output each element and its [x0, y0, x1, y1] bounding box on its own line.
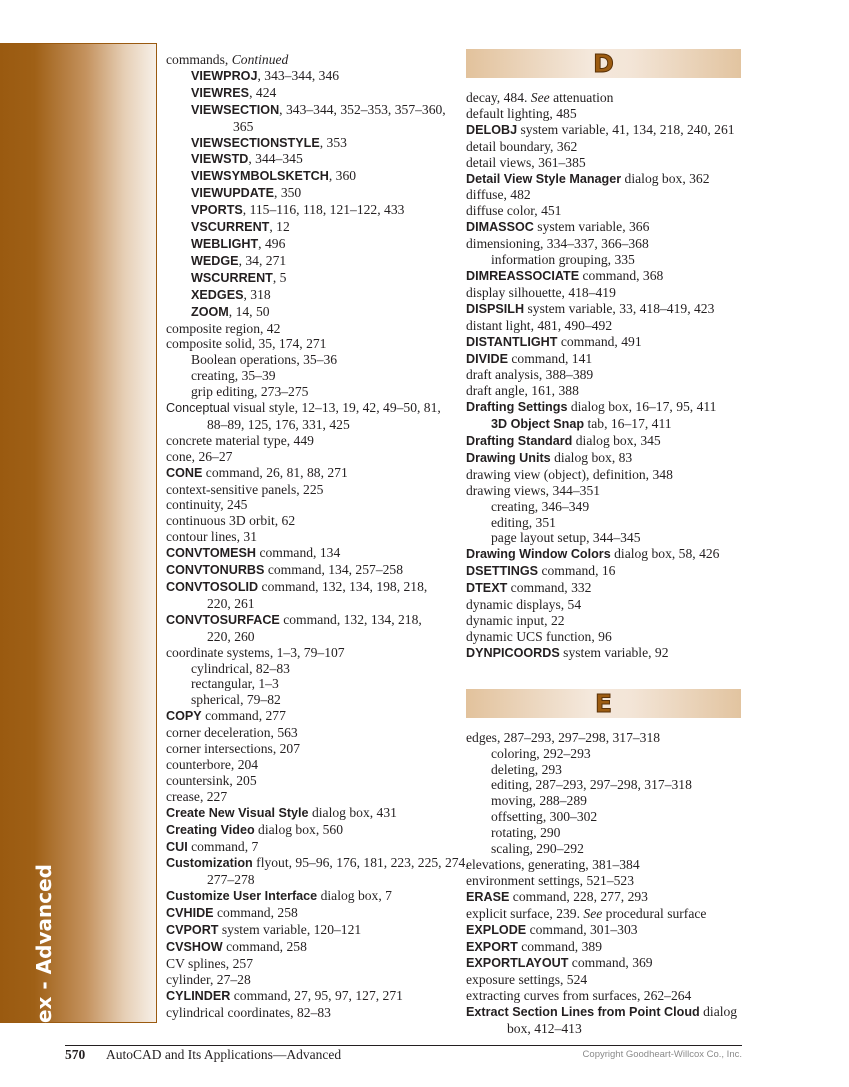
- index-text: exposure settings, 524: [466, 972, 588, 988]
- index-term-command: CYLINDER: [166, 988, 231, 1003]
- footer-page-number: 570: [65, 1047, 86, 1062]
- index-text: extracting curves from surfaces, 262–264: [466, 988, 692, 1004]
- index-entry: [466, 645, 756, 662]
- index-text: , 12: [269, 219, 290, 235]
- index-term-command: CONVTOSURFACE: [166, 612, 280, 627]
- index-text: command, 134: [256, 545, 341, 561]
- index-entry: [466, 268, 756, 285]
- index-entry: [466, 873, 756, 889]
- index-text: dialog box, 16–17, 95, 411: [567, 399, 717, 415]
- index-text: command, 258: [213, 905, 298, 921]
- index-text: box, 412–413: [507, 1021, 582, 1037]
- index-text: attenuation: [549, 90, 614, 105]
- index-term-command: DIMREASSOCIATE: [466, 268, 580, 283]
- index-term-command: Create New Visual Style: [166, 805, 309, 820]
- index-text: command, 27, 95, 97, 127, 271: [230, 987, 403, 1003]
- index-text: spherical, 79–82: [191, 692, 281, 708]
- index-text: command, 277: [201, 708, 286, 724]
- index-term-command: 3D Object Snap: [491, 417, 585, 432]
- index-text: command, 132, 134, 218,: [279, 611, 422, 627]
- index-text: , 115–116, 118, 121–122, 433: [242, 202, 405, 218]
- index-subentry: [166, 676, 456, 692]
- index-text: cylindrical, 82–83: [191, 660, 290, 676]
- index-text: elevations, generating, 381–384: [466, 856, 640, 872]
- index-entry: [166, 905, 456, 922]
- index-entry-continuation: [166, 596, 456, 612]
- index-term-command: EXPLODE: [466, 922, 527, 937]
- index-text: visual style, 12–13, 19, 42, 49–50, 81,: [229, 400, 441, 416]
- index-text: dialog box, 58, 426: [610, 546, 720, 562]
- index-text: 88–89, 125, 176, 331, 425: [207, 416, 350, 432]
- index-text: command, 141: [508, 350, 593, 366]
- index-entry: [466, 122, 756, 139]
- index-text: , 34, 271: [238, 252, 287, 268]
- index-entry-continuation: [166, 119, 456, 135]
- index-subentry: [166, 102, 456, 119]
- index-entry: [166, 482, 456, 498]
- index-entry: [166, 400, 456, 417]
- index-entry: [166, 449, 456, 465]
- index-entry: [466, 301, 756, 318]
- index-entry: [466, 90, 756, 106]
- index-text: context-sensitive panels, 225: [166, 481, 324, 497]
- index-entry-continuation: [166, 872, 456, 888]
- index-entry: [166, 52, 456, 68]
- index-entry: [466, 351, 756, 368]
- index-text: Boolean operations, 35–36: [191, 352, 338, 368]
- index-text: environment settings, 521–523: [466, 872, 635, 888]
- footer-rule: [65, 1045, 742, 1046]
- index-term-command: Drafting Standard: [466, 434, 573, 449]
- index-entry: [166, 497, 456, 513]
- index-entry-continuation: [466, 1021, 756, 1037]
- index-subentry: [166, 219, 456, 236]
- index-text: dialog box, 83: [550, 449, 633, 465]
- index-text: procedural surface: [602, 905, 707, 921]
- index-entry: [466, 922, 756, 939]
- index-subentry: [166, 304, 456, 321]
- index-entry: [166, 922, 456, 939]
- index-text: system variable, 33, 418–419, 423: [524, 300, 715, 316]
- index-term-command: CUI: [166, 839, 188, 854]
- index-subentry: [166, 151, 456, 168]
- index-term-command: ERASE: [466, 889, 510, 904]
- index-term-command: CONVTOMESH: [166, 546, 257, 561]
- index-entry: [166, 513, 456, 529]
- index-text: offsetting, 300–302: [491, 809, 598, 825]
- index-term-command: VIEWSECTION: [191, 102, 280, 117]
- index-text: dialog box, 560: [254, 821, 344, 837]
- index-text: information grouping, 335: [491, 252, 635, 268]
- index-text: crease, 227: [166, 788, 228, 804]
- index-term-command: CONE: [166, 465, 203, 480]
- index-entry: [166, 612, 456, 629]
- index-text: countersink, 205: [166, 772, 257, 788]
- index-text: rectangular, 1–3: [191, 676, 279, 692]
- index-term-command: EXPORT: [466, 939, 518, 954]
- index-text: edges, 287–293, 297–298, 317–318: [466, 729, 661, 745]
- index-text: decay, 484.: [466, 90, 531, 105]
- index-text: CV splines, 257: [166, 955, 253, 971]
- index-text: cone, 26–27: [166, 448, 233, 464]
- index-text: draft analysis, 388–389: [466, 367, 594, 383]
- index-subentry: [466, 515, 756, 531]
- index-text: , 353: [319, 134, 347, 150]
- index-subentry: [466, 416, 756, 433]
- index-subentry: [166, 168, 456, 185]
- index-text: dialog box, 362: [621, 170, 710, 186]
- index-text: display silhouette, 418–419: [466, 284, 616, 300]
- index-entry: [466, 467, 756, 483]
- index-term-command: COPY: [166, 709, 202, 724]
- index-subentry: [166, 85, 456, 102]
- index-text: command, 26, 81, 88, 271: [202, 464, 348, 480]
- index-subentry: [166, 68, 456, 85]
- index-entry: [466, 857, 756, 873]
- index-term-command: CVSHOW: [166, 939, 223, 954]
- index-text: editing, 351: [491, 514, 556, 530]
- index-subentry: [166, 236, 456, 253]
- index-text: 220, 260: [207, 628, 255, 644]
- index-text: , 343–344, 352–353, 357–360,: [279, 101, 446, 117]
- index-term-command: DSETTINGS: [466, 564, 539, 579]
- index-term-command: WEBLIGHT: [191, 236, 259, 251]
- index-text: dialog box, 7: [317, 888, 392, 904]
- index-text: , 343–344, 346: [257, 67, 340, 83]
- index-entry: [466, 187, 756, 203]
- index-text: command, 332: [507, 580, 592, 596]
- index-entry: [466, 563, 756, 580]
- index-entry: [466, 629, 756, 645]
- index-term-command: VPORTS: [191, 203, 243, 218]
- index-entry: [466, 988, 756, 1004]
- footer-copyright: Copyright Goodheart-Willcox Co., Inc.: [582, 1049, 742, 1060]
- index-term-command: EXPORTLAYOUT: [466, 956, 569, 971]
- index-entry: [166, 773, 456, 789]
- index-text: cylindrical coordinates, 82–83: [166, 1004, 331, 1020]
- index-entry: [466, 433, 756, 450]
- index-entry: [166, 822, 456, 839]
- index-text: grip editing, 273–275: [191, 384, 309, 400]
- index-text: system variable, 41, 134, 218, 240, 261: [517, 121, 735, 137]
- index-text: 365: [233, 118, 254, 134]
- index-text: counterbore, 204: [166, 756, 259, 772]
- index-subentry: [166, 185, 456, 202]
- index-text: command, 258: [222, 938, 307, 954]
- index-subentry: [466, 841, 756, 857]
- index-text: diffuse, 482: [466, 187, 531, 203]
- index-term-command: CONVTONURBS: [166, 563, 265, 578]
- index-entry: [466, 203, 756, 219]
- index-term-command: Detail View Style Manager: [466, 171, 622, 186]
- index-entry: [466, 613, 756, 629]
- index-text: , 5: [272, 269, 287, 285]
- index-term-command: Drafting Settings: [466, 400, 568, 415]
- index-entry: [466, 155, 756, 171]
- index-see-reference: See: [583, 905, 603, 921]
- index-text: moving, 288–289: [491, 793, 587, 809]
- index-text: , 496: [258, 235, 286, 251]
- index-term-command: DIMASSOC: [466, 220, 534, 235]
- index-text: system variable, 120–121: [218, 922, 362, 938]
- index-text: , 14, 50: [228, 303, 270, 319]
- index-text: 220, 261: [207, 595, 255, 611]
- index-text: continuous 3D orbit, 62: [166, 513, 296, 529]
- index-subentry: [166, 135, 456, 152]
- index-text: tab, 16–17, 411: [584, 416, 672, 432]
- index-text: page layout setup, 344–345: [491, 530, 641, 546]
- index-subentry: [166, 253, 456, 270]
- index-entry: [466, 383, 756, 399]
- index-text: dynamic input, 22: [466, 613, 565, 628]
- index-entry: [466, 139, 756, 155]
- index-subentry: [466, 809, 756, 825]
- index-text: diffuse color, 451: [466, 203, 562, 219]
- index-text: creating, 346–349: [491, 498, 590, 514]
- index-text: drawing views, 344–351: [466, 482, 601, 498]
- index-entry: [166, 336, 456, 352]
- index-entry: [166, 725, 456, 741]
- index-text: flyout, 95–96, 176, 181, 223, 225, 274,: [252, 855, 469, 871]
- side-tab-label: Index - Advanced: [32, 864, 56, 1059]
- index-subentry: [166, 202, 456, 219]
- index-text: command, 228, 277, 293: [509, 888, 648, 904]
- index-entry: [166, 839, 456, 856]
- index-entry: [466, 318, 756, 334]
- index-entry: [166, 789, 456, 805]
- index-entry: [466, 972, 756, 988]
- index-text: , 424: [249, 84, 277, 100]
- section-gap: [466, 662, 756, 689]
- index-term-command: Extract Section Lines from Point Cloud: [466, 1005, 700, 1020]
- index-text: dimensioning, 334–337, 366–368: [466, 236, 649, 252]
- index-term-command: Customize User Interface: [166, 889, 318, 904]
- index-text: 277–278: [207, 872, 255, 888]
- index-term-command: WEDGE: [191, 253, 239, 268]
- index-entry-continuation: [166, 417, 456, 433]
- index-entry: [466, 580, 756, 597]
- index-entry: [166, 757, 456, 773]
- index-entry: [166, 708, 456, 725]
- index-text: , 350: [274, 185, 302, 201]
- index-term-command: Customization: [166, 856, 253, 871]
- index-entry: [166, 321, 456, 337]
- index-see-reference: Continued: [231, 52, 289, 67]
- index-entry: [466, 334, 756, 351]
- index-entry: [166, 529, 456, 545]
- index-text: cylinder, 27–28: [166, 971, 251, 987]
- index-entry: [466, 285, 756, 301]
- index-entry: [466, 106, 756, 122]
- index-entry: [466, 546, 756, 563]
- index-term-command: XEDGES: [191, 287, 244, 302]
- index-entry: [166, 805, 456, 822]
- index-column-right: [466, 49, 756, 1037]
- index-term-command: VIEWSECTIONSTYLE: [191, 135, 320, 150]
- index-text: command, 134, 257–258: [264, 562, 404, 578]
- index-text: command, 389: [517, 938, 602, 954]
- index-entry: [466, 367, 756, 383]
- letter-heading-e: [466, 689, 741, 718]
- index-term-command: DISTANTLIGHT: [466, 334, 558, 349]
- index-entry: [166, 972, 456, 988]
- index-term-command: VIEWUPDATE: [191, 186, 275, 201]
- index-subentry: [466, 530, 756, 546]
- index-entry: [166, 741, 456, 757]
- index-text: , 344–345: [248, 151, 303, 167]
- index-text: command, 368: [579, 267, 664, 283]
- index-entry: [466, 236, 756, 252]
- footer-book-title: AutoCAD and Its Applications—Advanced: [106, 1047, 342, 1062]
- index-term-command: VSCURRENT: [191, 220, 270, 235]
- index-entry: [466, 219, 756, 236]
- index-term-command: DISPSILH: [466, 301, 525, 316]
- index-entry: [466, 450, 756, 467]
- index-text: corner deceleration, 563: [166, 725, 298, 741]
- index-entry: [166, 579, 456, 596]
- letter-heading-d: [466, 49, 741, 78]
- index-subentry: [466, 762, 756, 778]
- index-text: dynamic displays, 54: [466, 597, 582, 613]
- index-text: explicit surface, 239.: [466, 905, 584, 921]
- index-text: draft angle, 161, 388: [466, 383, 579, 399]
- index-entry: [466, 955, 756, 972]
- index-term-command: DELOBJ: [466, 122, 518, 137]
- index-entry: [466, 939, 756, 956]
- index-text: contour lines, 31: [166, 529, 257, 545]
- index-subentry: [166, 661, 456, 677]
- index-subentry: [166, 384, 456, 400]
- index-subentry: [166, 352, 456, 368]
- index-entry: [466, 1004, 756, 1021]
- index-entry: [166, 1005, 456, 1021]
- index-entry: [166, 433, 456, 449]
- index-text: detail views, 361–385: [466, 154, 586, 170]
- index-text: , 318: [243, 286, 271, 302]
- index-term-command: VIEWSTD: [191, 152, 249, 167]
- index-subentry: [466, 499, 756, 515]
- index-term-command: VIEWRES: [191, 85, 250, 100]
- index-term-command: ZOOM: [191, 304, 229, 319]
- index-entry: [166, 645, 456, 661]
- index-subentry: [166, 368, 456, 384]
- index-text: , 360: [328, 168, 357, 184]
- index-subentry: [466, 825, 756, 841]
- index-term-command: DTEXT: [466, 581, 508, 596]
- index-subentry: [466, 777, 756, 793]
- index-text: command, 491: [557, 333, 642, 349]
- index-text: dialog: [699, 1004, 738, 1020]
- index-text: command, 301–303: [526, 921, 638, 937]
- index-term-command: Drawing Units: [466, 450, 551, 465]
- index-entry: [466, 483, 756, 499]
- letter-heading-label: D: [593, 49, 614, 78]
- index-text: dynamic UCS function, 96: [466, 628, 612, 644]
- letter-heading-label: E: [594, 688, 613, 718]
- index-subentry: [466, 746, 756, 762]
- index-term-command: CVPORT: [166, 923, 219, 938]
- index-term-command: VIEWPROJ: [191, 68, 258, 83]
- index-entry: [166, 855, 469, 872]
- index-text: Conceptual: [166, 401, 230, 416]
- index-text: command, 369: [568, 955, 653, 971]
- index-entry-continuation: [166, 629, 456, 645]
- index-text: concrete material type, 449: [166, 432, 314, 448]
- index-text: command, 132, 134, 198, 218,: [258, 579, 428, 594]
- index-term-command: CONVTOSOLID: [166, 580, 259, 594]
- index-column-left: [166, 52, 469, 1020]
- index-term-command: DIVIDE: [466, 351, 508, 366]
- index-text: creating, 35–39: [191, 368, 276, 384]
- index-text: commands,: [166, 52, 232, 67]
- index-entry: [466, 171, 756, 188]
- index-term-command: VIEWSYMBOLSKETCH: [191, 169, 329, 184]
- index-entry: [166, 988, 456, 1005]
- index-term-command: Drawing Window Colors: [466, 547, 611, 562]
- index-text: coordinate systems, 1–3, 79–107: [166, 644, 345, 660]
- index-text: distant light, 481, 490–492: [466, 317, 613, 333]
- index-entry: [166, 562, 456, 579]
- index-text: system variable, 366: [533, 219, 650, 235]
- index-text: system variable, 92: [559, 644, 669, 660]
- index-see-reference: See: [530, 90, 550, 105]
- index-entry: [166, 465, 456, 482]
- index-text: continuity, 245: [166, 497, 248, 513]
- index-text: composite region, 42: [166, 320, 281, 336]
- index-term-command: DYNPICOORDS: [466, 645, 560, 660]
- index-term-command: WSCURRENT: [191, 270, 273, 285]
- index-subentry: [466, 252, 756, 268]
- index-entry: [166, 939, 456, 956]
- index-text: editing, 287–293, 297–298, 317–318: [491, 777, 692, 793]
- index-text: dialog box, 345: [572, 433, 661, 449]
- index-entry: [466, 399, 756, 416]
- index-entry: [466, 889, 756, 906]
- index-text: scaling, 290–292: [491, 841, 584, 857]
- index-entry: [466, 730, 756, 746]
- index-entry: [166, 888, 456, 905]
- index-text: composite solid, 35, 174, 271: [166, 336, 327, 352]
- index-entry: [166, 545, 456, 562]
- index-text: drawing view (object), definition, 348: [466, 466, 673, 482]
- index-text: command, 16: [538, 563, 616, 579]
- index-subentry: [166, 270, 456, 287]
- index-entry: [166, 956, 456, 972]
- index-subentry: [466, 793, 756, 809]
- index-text: deleting, 293: [491, 761, 562, 777]
- index-text: dialog box, 431: [308, 804, 397, 820]
- index-subentry: [166, 692, 456, 708]
- index-text: corner intersections, 207: [166, 741, 301, 757]
- index-text: default lighting, 485: [466, 105, 577, 121]
- index-term-command: CVHIDE: [166, 906, 214, 921]
- index-entry: [466, 597, 756, 613]
- index-term-command: Creating Video: [166, 822, 255, 837]
- index-text: rotating, 290: [491, 825, 561, 841]
- index-text: coloring, 292–293: [491, 745, 591, 761]
- index-text: command, 7: [187, 838, 259, 854]
- index-subentry: [166, 287, 456, 304]
- index-text: detail boundary, 362: [466, 138, 578, 154]
- index-entry: [466, 906, 756, 922]
